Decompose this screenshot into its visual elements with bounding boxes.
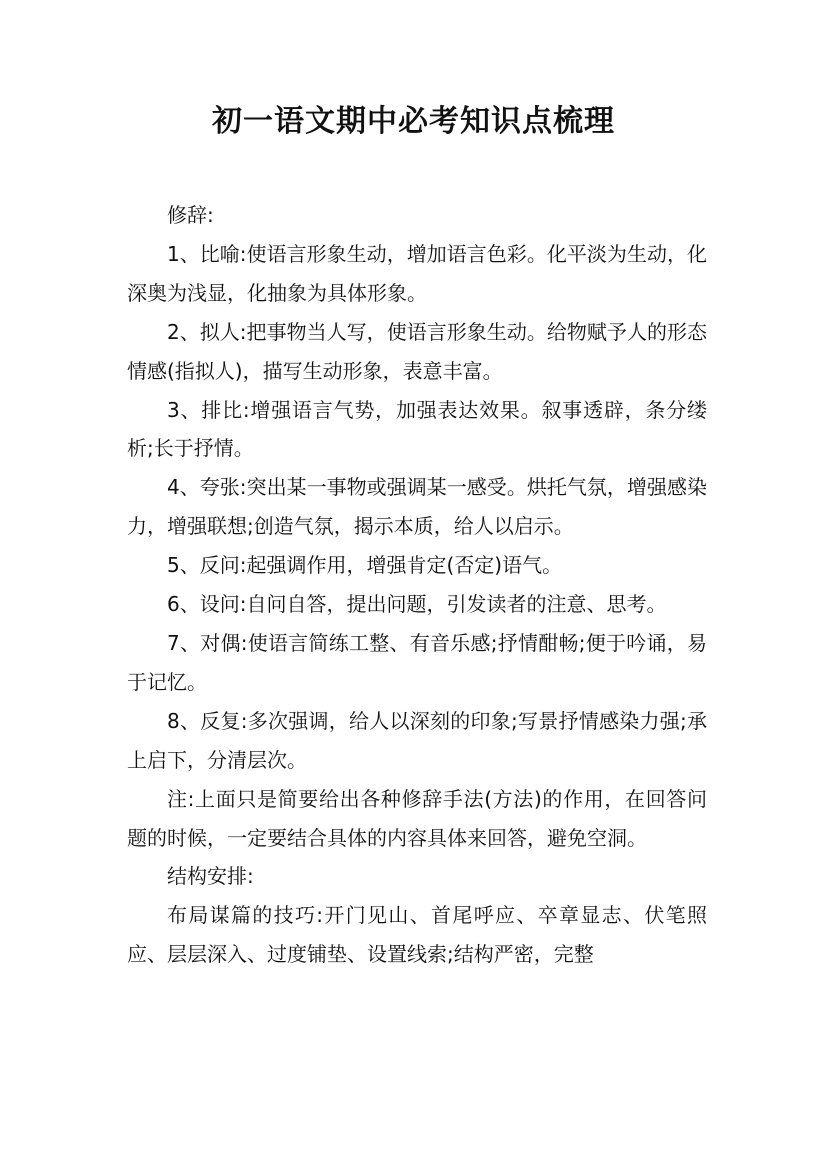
paragraph-repetition: 8、反复:多次强调，给人以深刻的印象;写景抒情感染力强;承上启下，分清层次。 (127, 708, 707, 772)
paragraph-self-question: 6、设问:自问自答，提出问题，引发读者的注意、思考。 (167, 592, 667, 617)
paragraph-hyperbole: 4、夸张:突出某一事物或强调某一感受。烘托气氛，增强感染力，增强联想;创造气氛，揭示本质，给人以启示。 (127, 475, 707, 539)
document-title: 初一语文期中必考知识点梳理 (212, 104, 615, 139)
document-body (127, 196, 707, 1056)
paragraph-rhetorical-question: 5、反问:起强调作用，增强肯定(否定)语气。 (167, 553, 563, 578)
section-heading-structure: 结构安排: (167, 864, 254, 889)
section-heading-rhetoric: 修辞: (167, 203, 214, 227)
paragraph-personification: 2、拟人:把事物当人写，使语言形象生动。给物赋予人的形态情感(指拟人)，描写生动形象，表意丰富。 (127, 319, 707, 383)
paragraph-metaphor: 1、比喻:使语言形象生动，增加语言色彩。化平淡为生动，化深奥为浅显，化抽象为具体形象。 (127, 241, 707, 305)
paragraph-note: 注:上面只是简要给出各种修辞手法(方法)的作用，在回答问题的时候，一定要结合具体的内容具体来回答，避免空洞。 (127, 786, 707, 850)
paragraph-antithesis: 7、对偶:使语言简练工整、有音乐感;抒情酣畅;便于吟诵，易于记忆。 (127, 630, 707, 694)
paragraph-layout-techniques: 布局谋篇的技巧:开门见山、首尾呼应、卒章显志、伏笔照应、层层深入、过度铺垫、设置线索;结构严密，完整 (127, 903, 707, 967)
paragraph-parallelism: 3、排比:增强语言气势，加强表达效果。叙事透辟，条分缕析;长于抒情。 (127, 397, 707, 461)
